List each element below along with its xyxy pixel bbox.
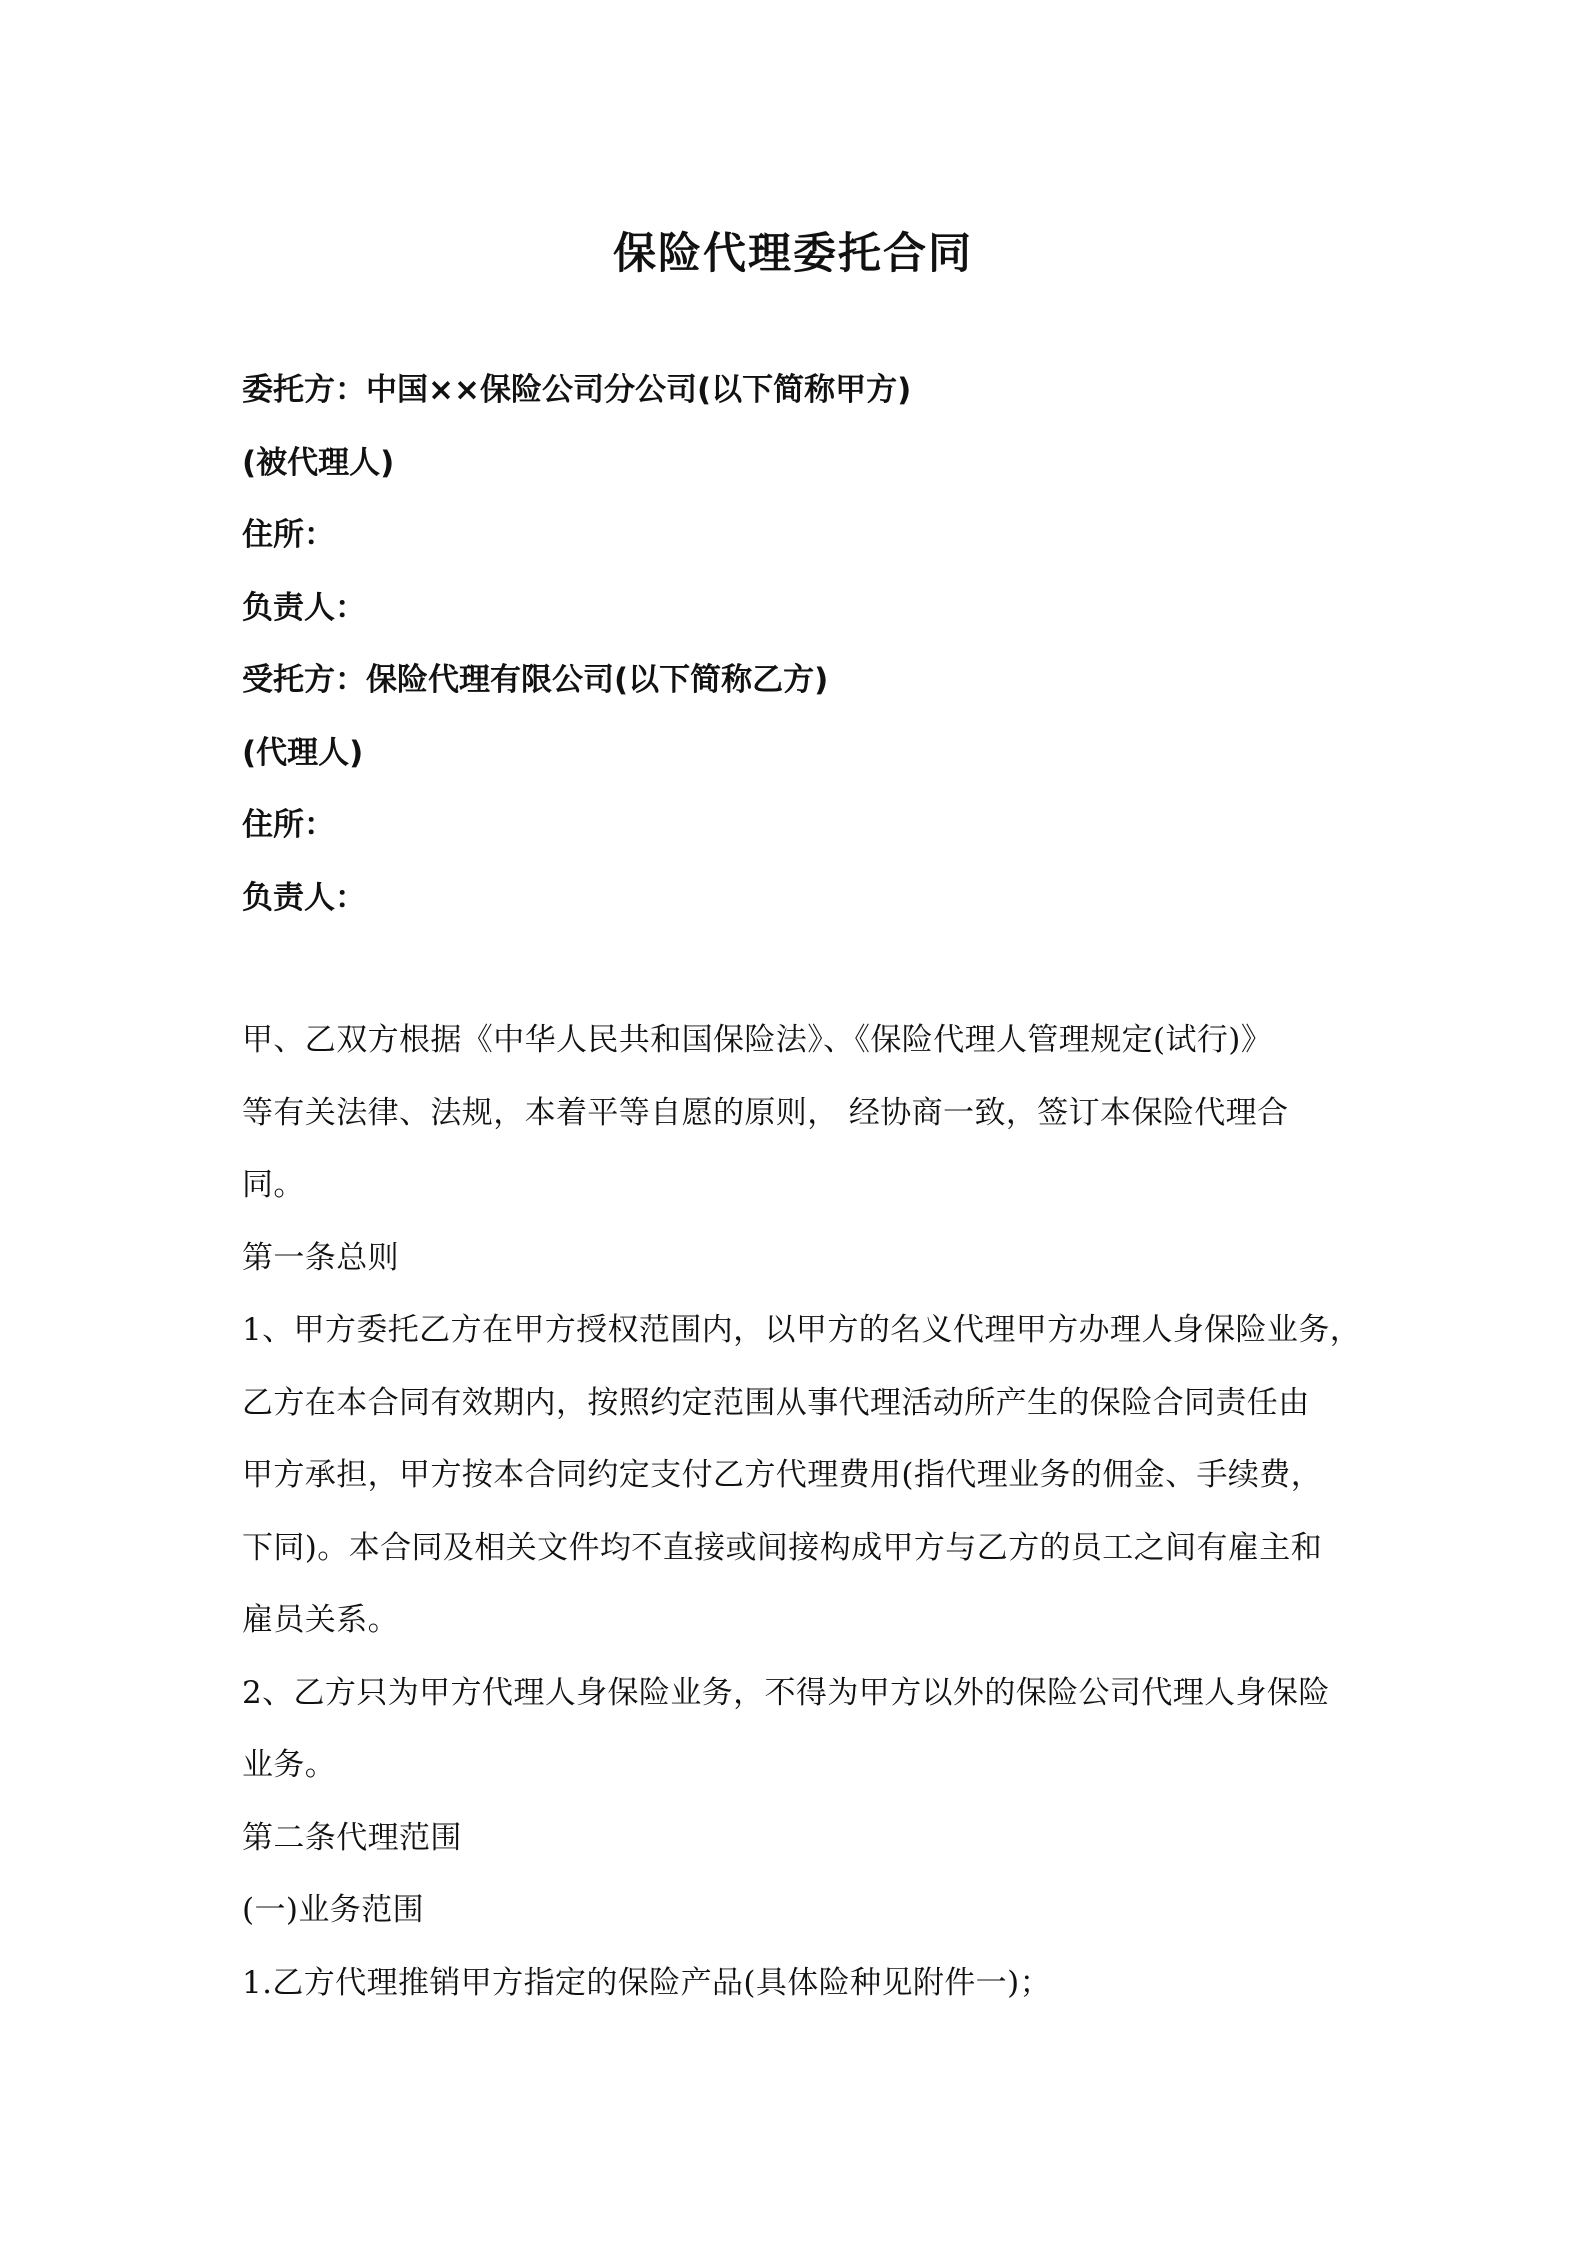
party-a-representative: 负责人：	[242, 589, 366, 626]
article-1-clause-1-line-1: 1、甲方委托乙方在甲方授权范围内，以甲方的名义代理甲方办理人身保险业务，	[242, 1312, 1362, 1348]
contract-body	[242, 1018, 1362, 2033]
preamble-line-3: 同。	[242, 1167, 305, 1203]
article-1-heading: 第一条总则	[242, 1239, 399, 1276]
party-b-role: (代理人)	[242, 734, 364, 771]
article-1-clause-1-line-5: 雇员关系。	[242, 1602, 399, 1638]
article-1-clause-2-line-2: 业务。	[242, 1747, 337, 1783]
parties-section	[242, 368, 911, 948]
article-1-clause-1-line-2: 乙方在本合同有效期内，按照约定范围从事代理活动所产生的保险合同责任由	[242, 1384, 1310, 1421]
article-2-section-1-heading: (一)业务范围	[242, 1892, 424, 1928]
article-2-section-1-item-1: 1.乙方代理推销甲方指定的保险产品(具体险种见附件一)；	[242, 1964, 1051, 2001]
party-a-role: (被代理人)	[242, 444, 395, 481]
preamble-line-1: 甲、乙双方根据《中华人民共和国保险法》、《保险代理人管理规定(试行)》	[242, 1022, 1273, 1058]
party-b-representative: 负责人：	[242, 879, 366, 916]
preamble-line-2: 等有关法律、法规，本着平等自愿的原则， 经协商一致，签订本保险代理合	[242, 1094, 1289, 1131]
party-a-address: 住所：	[242, 517, 335, 553]
party-b-line: 受托方：保险代理有限公司(以下简称乙方)	[242, 662, 829, 698]
article-2-heading: 第二条代理范围	[242, 1819, 462, 1856]
article-1-clause-1-line-4: 下同)。本合同及相关文件均不直接或间接构成甲方与乙方的员工之间有雇主和	[242, 1529, 1323, 1566]
article-1-clause-2-line-1: 2、乙方只为甲方代理人身保险业务，不得为甲方以外的保险公司代理人身保险	[242, 1674, 1330, 1711]
article-1-clause-1-line-3: 甲方承担，甲方按本合同约定支付乙方代理费用(指代理业务的佣金、手续费，	[242, 1457, 1323, 1493]
party-b-address: 住所：	[242, 807, 335, 843]
party-a-line: 委托方：中国××保险公司分公司(以下简称甲方)	[242, 372, 912, 408]
document-title: 保险代理委托合同	[613, 229, 973, 279]
